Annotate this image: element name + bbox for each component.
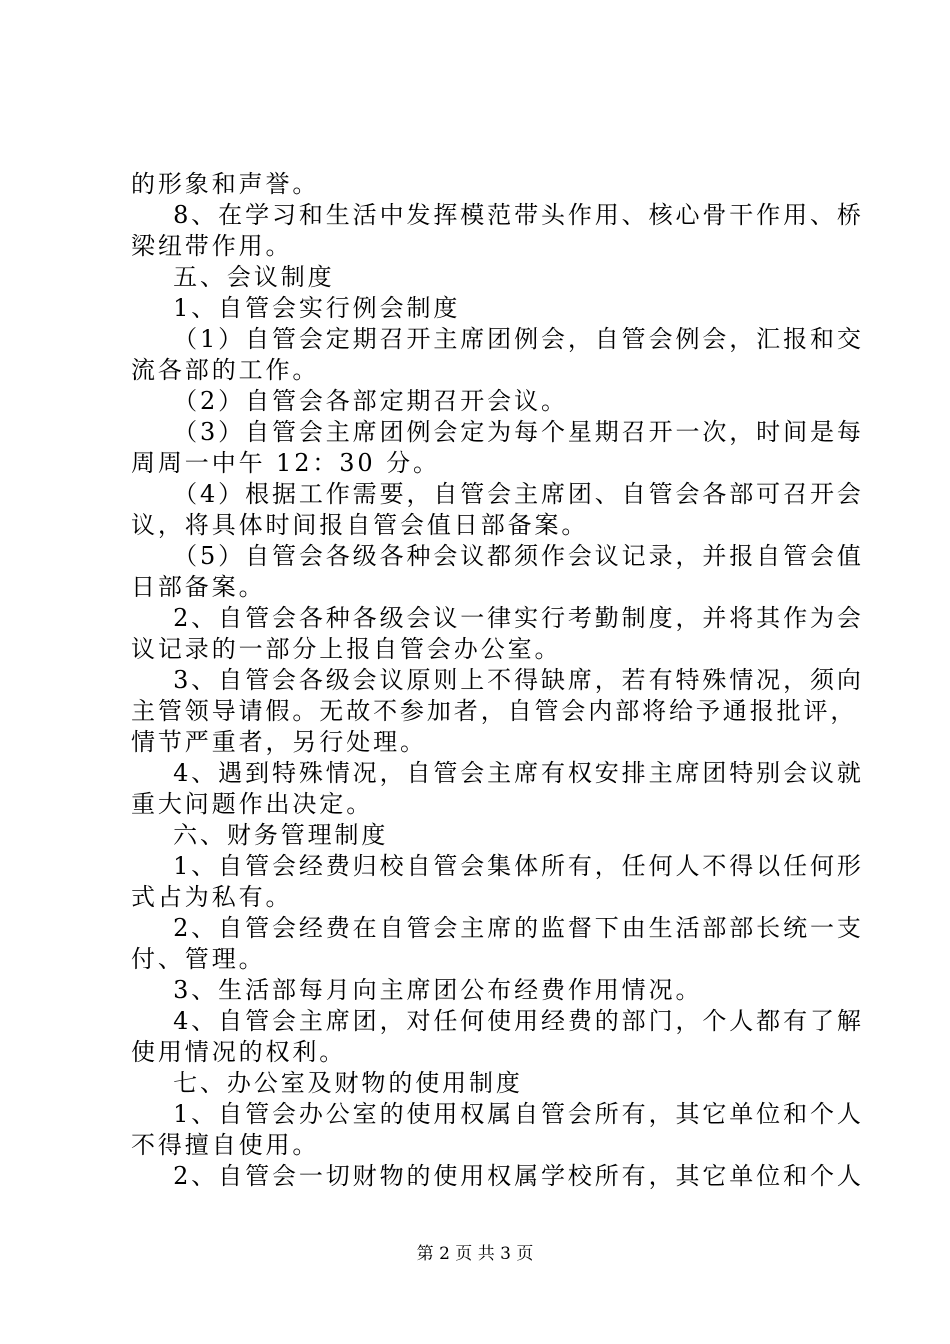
text-line: 使用情况的权利。 bbox=[131, 1038, 347, 1066]
text-line: 式占为私有。 bbox=[131, 883, 293, 911]
text-line: 日部备案。 bbox=[131, 573, 266, 601]
text-line: 1、自管会经费归校自管会集体所有，任何人不得以任何形 bbox=[131, 852, 864, 880]
text-line: 4、遇到特殊情况，自管会主席有权安排主席团特别会议就 bbox=[131, 759, 864, 787]
document-body bbox=[131, 169, 864, 1192]
text-line: （1）自管会定期召开主席团例会，自管会例会，汇报和交 bbox=[131, 325, 864, 353]
section-heading: 六、财务管理制度 bbox=[131, 821, 389, 849]
text-line: 付、管理。 bbox=[131, 945, 266, 973]
text-line: 2、自管会一切财物的使用权属学校所有，其它单位和个人 bbox=[131, 1162, 864, 1190]
text-line: 8、在学习和生活中发挥模范带头作用、核心骨干作用、桥 bbox=[131, 201, 864, 229]
text-line: 议，将具体时间报自管会值日部备案。 bbox=[131, 511, 589, 539]
text-line: （3）自管会主席团例会定为每个星期召开一次，时间是每 bbox=[131, 418, 864, 446]
text-line: 1、自管会办公室的使用权属自管会所有，其它单位和个人 bbox=[131, 1100, 864, 1128]
text-line: 不得擅自使用。 bbox=[131, 1131, 320, 1159]
section-heading: 七、办公室及财物的使用制度 bbox=[131, 1069, 523, 1097]
text-line: 2、自管会经费在自管会主席的监督下由生活部部长统一支 bbox=[131, 914, 864, 942]
text-line: 梁纽带作用。 bbox=[131, 232, 293, 260]
text-line: 1、自管会实行例会制度 bbox=[131, 294, 461, 322]
page-footer: 第 2 页 共 3 页 bbox=[416, 1244, 534, 1264]
text-line: 4、自管会主席团，对任何使用经费的部门，个人都有了解 bbox=[131, 1007, 864, 1035]
text-line: 的形象和声誉。 bbox=[131, 170, 320, 198]
text-line: 周周一中午 12：30 分。 bbox=[131, 449, 440, 477]
section-heading: 五、会议制度 bbox=[131, 263, 335, 291]
text-line: 3、生活部每月向主席团公布经费作用情况。 bbox=[131, 976, 703, 1004]
text-line: （5）自管会各级各种会议都须作会议记录，并报自管会值 bbox=[131, 542, 864, 570]
text-line: 情节严重者，另行处理。 bbox=[131, 728, 427, 756]
text-line: 议记录的一部分上报自管会办公室。 bbox=[131, 635, 562, 663]
text-line: （2）自管会各部定期召开会议。 bbox=[131, 387, 568, 415]
text-line: 3、自管会各级会议原则上不得缺席，若有特殊情况，须向 bbox=[131, 666, 864, 694]
text-line: 主管领导请假。无故不参加者，自管会内部将给予通报批评， bbox=[131, 697, 858, 725]
text-line: 流各部的工作。 bbox=[131, 356, 320, 384]
text-line: （4）根据工作需要，自管会主席团、自管会各部可召开会 bbox=[131, 480, 864, 508]
text-line: 2、自管会各种各级会议一律实行考勤制度，并将其作为会 bbox=[131, 604, 864, 632]
text-line: 重大问题作出决定。 bbox=[131, 790, 374, 818]
